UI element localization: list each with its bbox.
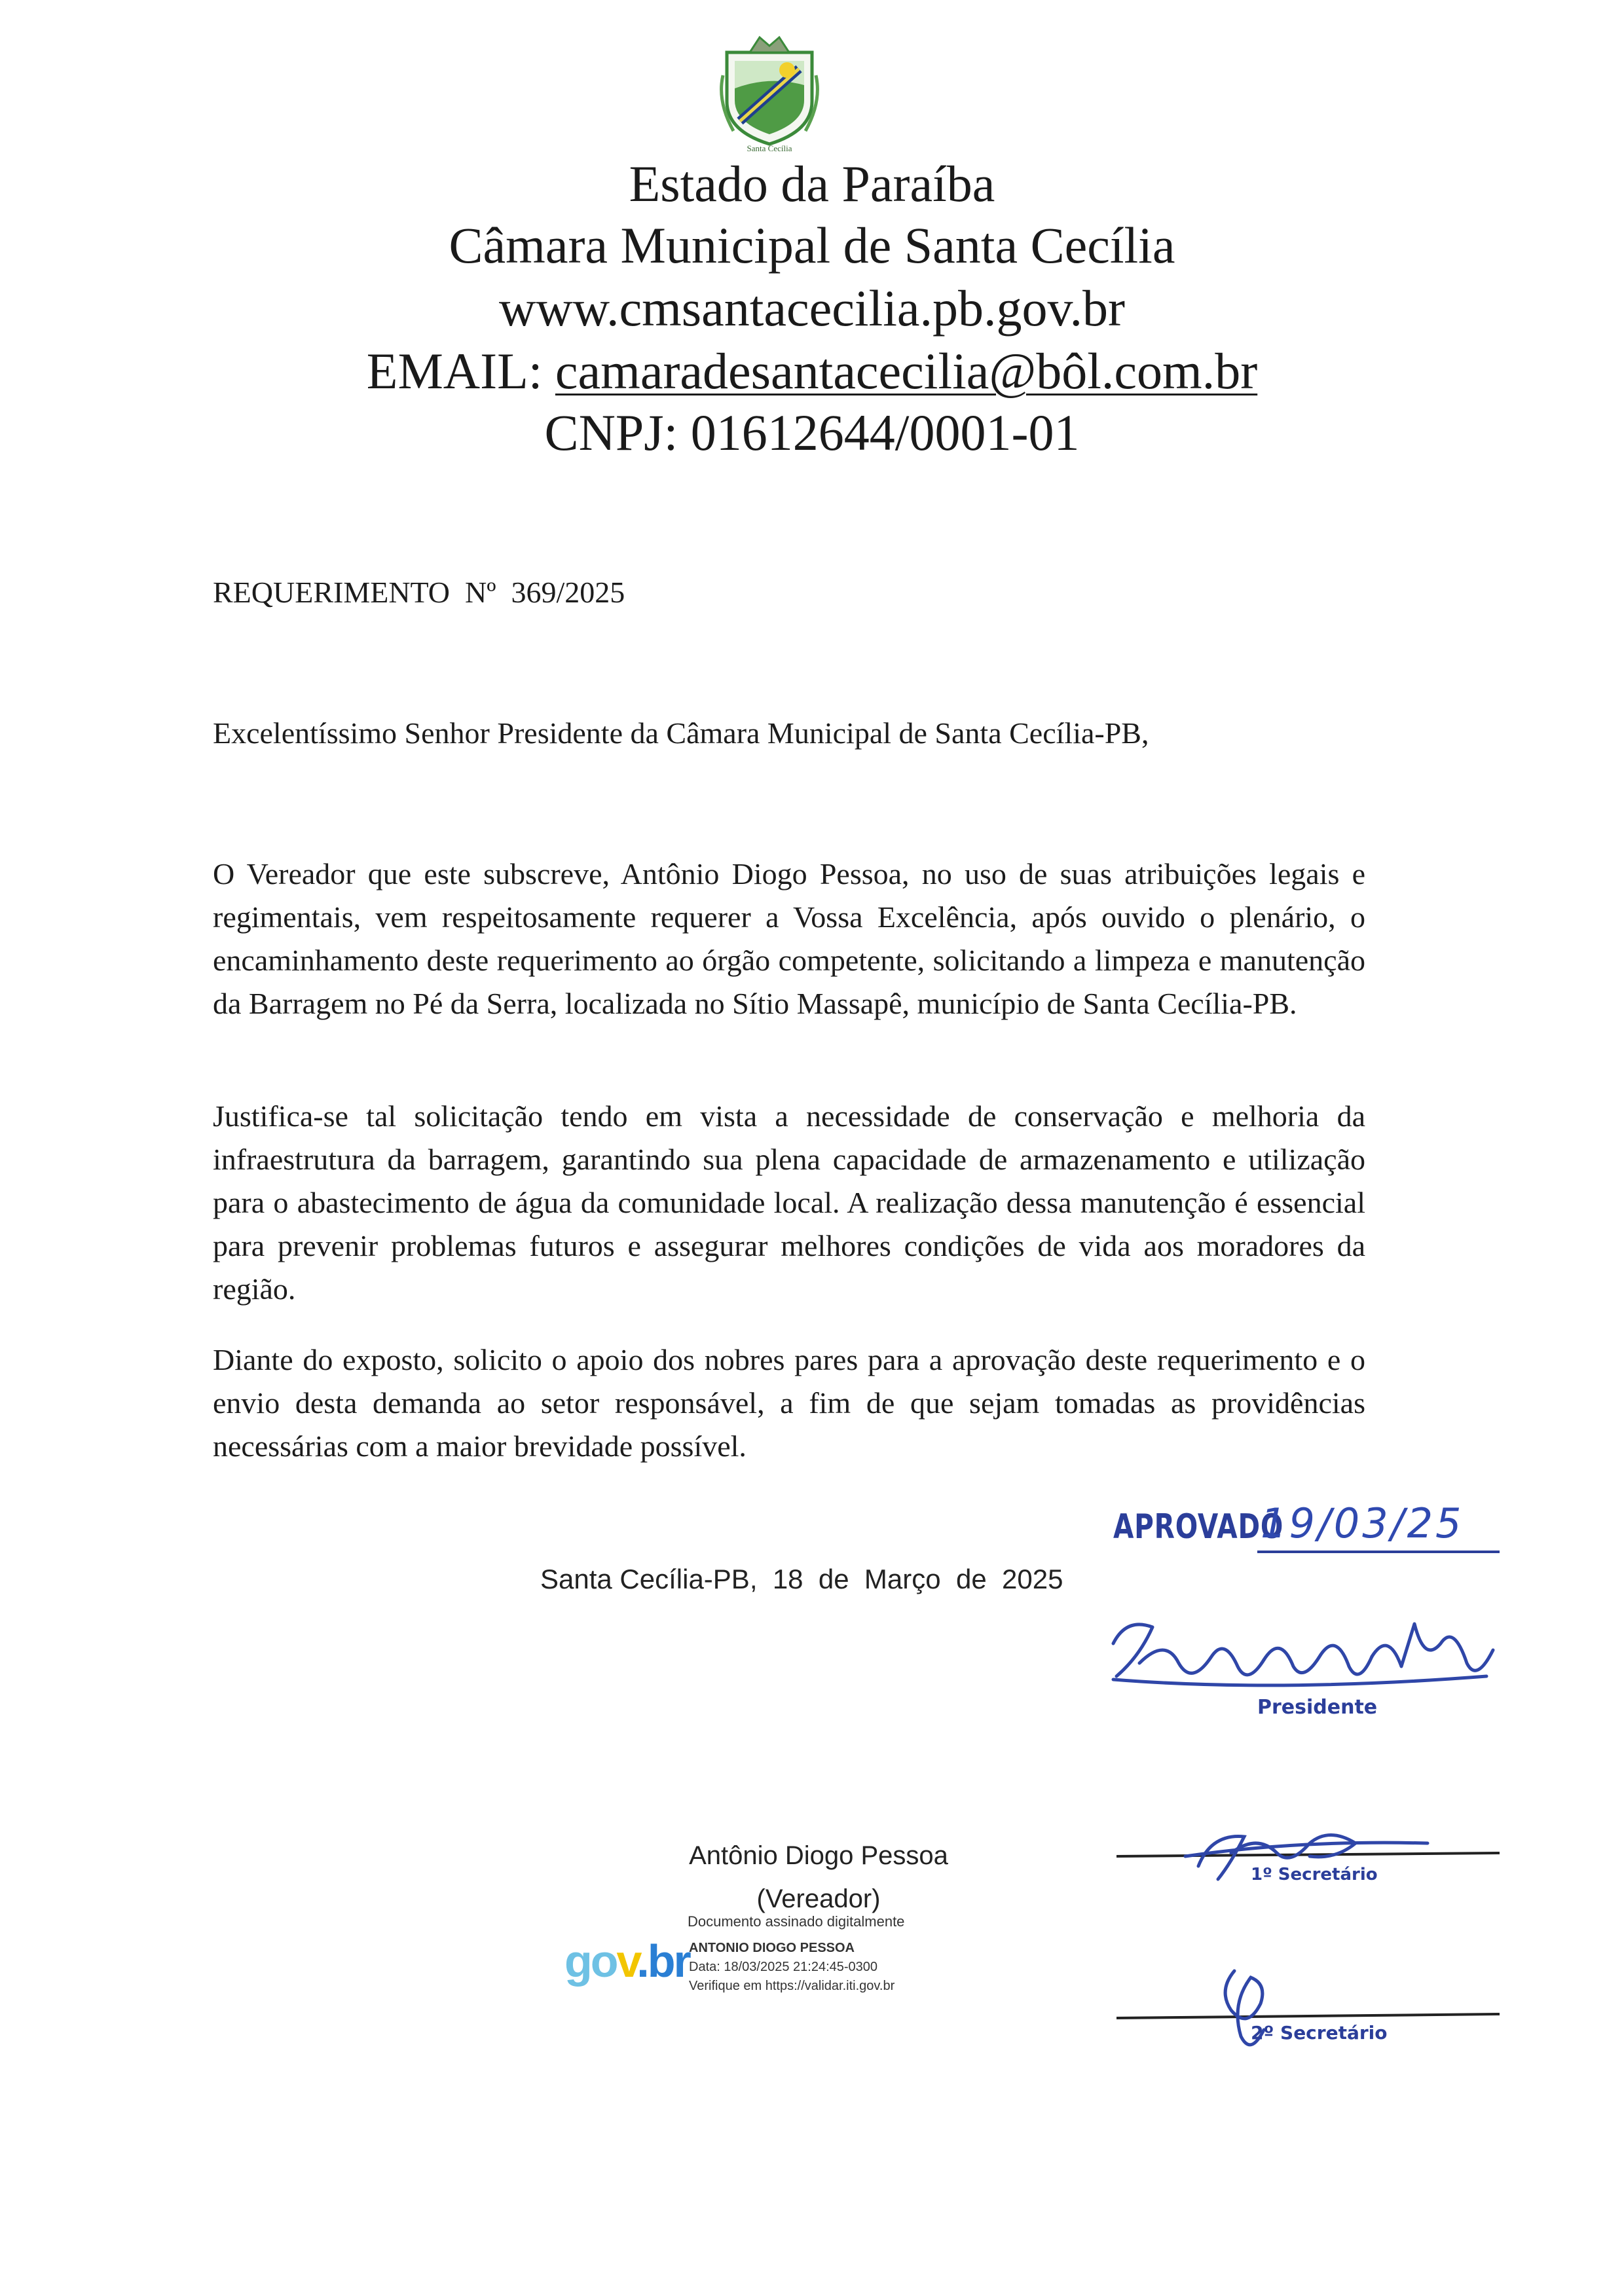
- approved-date-underline: [1257, 1551, 1500, 1553]
- request-number: REQUERIMENTO Nº 369/2025: [213, 576, 625, 609]
- digital-signature-caption: Documento assinado digitalmente: [688, 1913, 905, 1930]
- crest-motto: Santa Cecília: [747, 143, 792, 153]
- govbr-logo-part-v: v: [616, 1936, 637, 1987]
- email-link[interactable]: camaradesantacecilia@bôl.com.br: [555, 342, 1258, 399]
- salutation: Excelentíssimo Senhor Presidente da Câmara Municipal de Santa Cecília-PB,: [213, 716, 1149, 750]
- approved-stamp: APROVADO: [1113, 1507, 1284, 1547]
- email-label: EMAIL:: [366, 342, 555, 399]
- place-date-line: Santa Cecília-PB, 18 de Março de 2025: [540, 1564, 1063, 1594]
- body-paragraph-request: O Vereador que este subscreve, Antônio Diogo Pessoa, no uso de suas atribuições legais e regimentais, vem respeitosamente requerer a Vossa Excelência, após ouvido o plenário, o encaminhamento deste requerimento ao órgão competente, solicitando a limpeza e manutenção da Barragem no Pé da Serra, localizada no Sítio Massapê, município de Santa Cecília-PB.: [213, 857, 1365, 1020]
- president-stamp-label: Presidente: [1257, 1696, 1378, 1719]
- state-name: Estado da Paraíba: [629, 155, 995, 212]
- second-secretary-label: 2º Secretário: [1251, 2022, 1388, 2044]
- govbr-logo-icon: [564, 1935, 690, 1987]
- chamber-name: Câmara Municipal de Santa Cecília: [449, 217, 1175, 274]
- govbr-logo-part-go: go: [564, 1936, 617, 1987]
- digital-signature-verify-link[interactable]: Verifique em https://validar.iti.gov.br: [689, 1979, 895, 1993]
- digital-signature-date: Data: 18/03/2025 21:24:45-0300: [689, 1960, 878, 1974]
- body-paragraph-closing: Diante do exposto, solicito o apoio dos nobres pares para a aprovação deste requerimento e o envio desta demanda ao setor responsável, a fim de que sejam tomadas as providências necessárias com a maior brevidade possível.: [213, 1343, 1365, 1463]
- chamber-website[interactable]: www.cmsantacecilia.pb.gov.br: [499, 280, 1125, 337]
- approved-date-handwritten: 19/03/25: [1261, 1499, 1464, 1547]
- chamber-email-line: [0, 342, 1624, 401]
- first-secretary-signature-line: [1116, 1853, 1500, 1856]
- chamber-cnpj: CNPJ: 01612644/0001-01: [544, 404, 1080, 461]
- first-secretary-label: 1º Secretário: [1251, 1865, 1378, 1884]
- municipal-coat-of-arms-icon: [714, 23, 825, 154]
- signer-name: Antônio Diogo Pessoa: [689, 1841, 948, 1870]
- second-secretary-signature-line: [1116, 2014, 1500, 2018]
- body-paragraph-justification: Justifica-se tal solicitação tendo em vista a necessidade de conservação e melhoria da infraestrutura da barragem, garantindo sua plena capacidade de armazenamento e utilização para o abastecimento de água da comunidade local. A realização dessa manutenção é essencial para prevenir problemas futuros e assegurar melhores condições de vida aos moradores da região.: [213, 1099, 1365, 1306]
- govbr-logo-part-br: .br: [637, 1936, 690, 1987]
- signer-role: (Vereador): [756, 1884, 881, 1913]
- president-signature: [1113, 1624, 1493, 1685]
- digital-signature-signer: ANTONIO DIOGO PESSOA: [689, 1941, 855, 1955]
